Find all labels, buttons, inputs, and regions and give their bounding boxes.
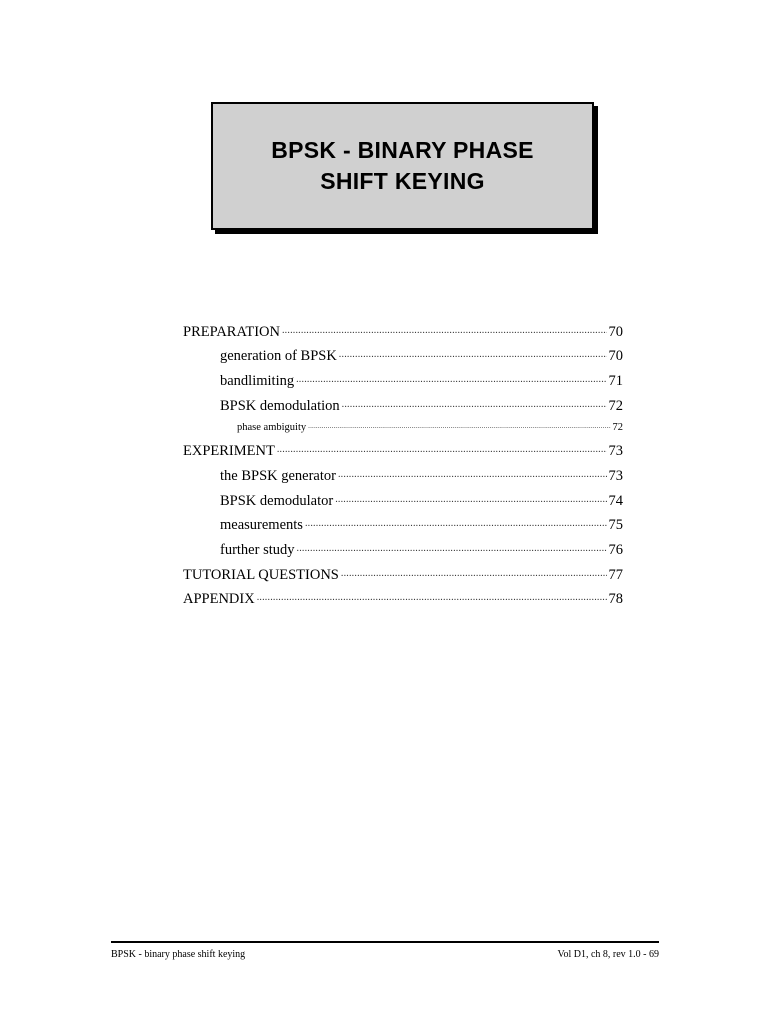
chapter-title-line-1: BPSK - BINARY PHASE — [271, 137, 534, 163]
toc-entry-page: 74 — [608, 492, 623, 509]
toc-entry-label: further study — [220, 542, 295, 558]
toc-entry-page: 73 — [608, 467, 623, 484]
toc-entry-page: 72 — [612, 422, 623, 434]
toc-dot-leader — [282, 321, 607, 336]
toc-entry-page: 76 — [608, 542, 623, 558]
toc-dot-leader — [296, 370, 606, 385]
chapter-title-line-2: SHIFT KEYING — [320, 168, 485, 194]
toc-entry-preparation — [183, 321, 623, 346]
footer-title: BPSK - binary phase shift keying — [111, 949, 246, 960]
toc-entry-bpsk-generator — [183, 465, 623, 490]
toc-dot-leader — [305, 515, 607, 530]
toc-entry-page: 73 — [608, 443, 623, 460]
toc-entry-label: PREPARATION — [183, 323, 280, 340]
toc-entry-page: 78 — [608, 591, 623, 608]
toc-entry-label: phase ambiguity — [237, 422, 307, 434]
toc-entry-page: 70 — [608, 348, 623, 365]
toc-dot-leader — [277, 441, 607, 456]
toc-entry-bpsk-demodulation — [183, 395, 623, 420]
toc-entry-page: 77 — [608, 566, 623, 583]
toc-entry-further-study — [183, 540, 623, 565]
toc-entry-label: TUTORIAL QUESTIONS — [183, 566, 339, 583]
table-of-contents — [183, 321, 623, 614]
toc-dot-leader — [257, 589, 607, 604]
toc-entry-measurements — [183, 515, 623, 540]
toc-entry-bpsk-demodulator — [183, 490, 623, 515]
toc-entry-page: 71 — [608, 372, 623, 389]
toc-entry-label: BPSK demodulator — [220, 492, 334, 509]
toc-dot-leader — [341, 564, 607, 579]
toc-dot-leader — [308, 420, 610, 431]
toc-entry-experiment — [183, 441, 623, 466]
toc-entry-label: measurements — [220, 517, 303, 534]
footer-page-reference: Vol D1, ch 8, rev 1.0 - 69 — [557, 949, 659, 960]
toc-dot-leader — [338, 465, 607, 480]
toc-dot-leader — [297, 540, 607, 555]
toc-entry-generation-of-bpsk — [183, 346, 623, 371]
toc-dot-leader — [342, 395, 607, 410]
toc-entry-page: 70 — [608, 323, 623, 340]
footer-rule — [111, 941, 659, 943]
toc-entry-phase-ambiguity — [183, 420, 623, 441]
toc-entry-label: EXPERIMENT — [183, 443, 275, 460]
toc-entry-label: the BPSK generator — [220, 467, 336, 484]
toc-entry-label: BPSK demodulation — [220, 397, 340, 414]
toc-entry-page: 72 — [608, 397, 623, 414]
toc-entry-label: APPENDIX — [183, 591, 255, 608]
toc-entry-label: bandlimiting — [220, 372, 295, 389]
toc-entry-bandlimiting — [183, 370, 623, 395]
toc-dot-leader — [339, 346, 607, 361]
toc-entry-page: 75 — [608, 517, 623, 534]
chapter-title-box — [211, 102, 594, 230]
toc-entry-appendix — [183, 589, 623, 614]
toc-entry-tutorial-questions — [183, 564, 623, 589]
toc-entry-label: generation of BPSK — [220, 348, 337, 365]
toc-dot-leader — [335, 490, 606, 505]
